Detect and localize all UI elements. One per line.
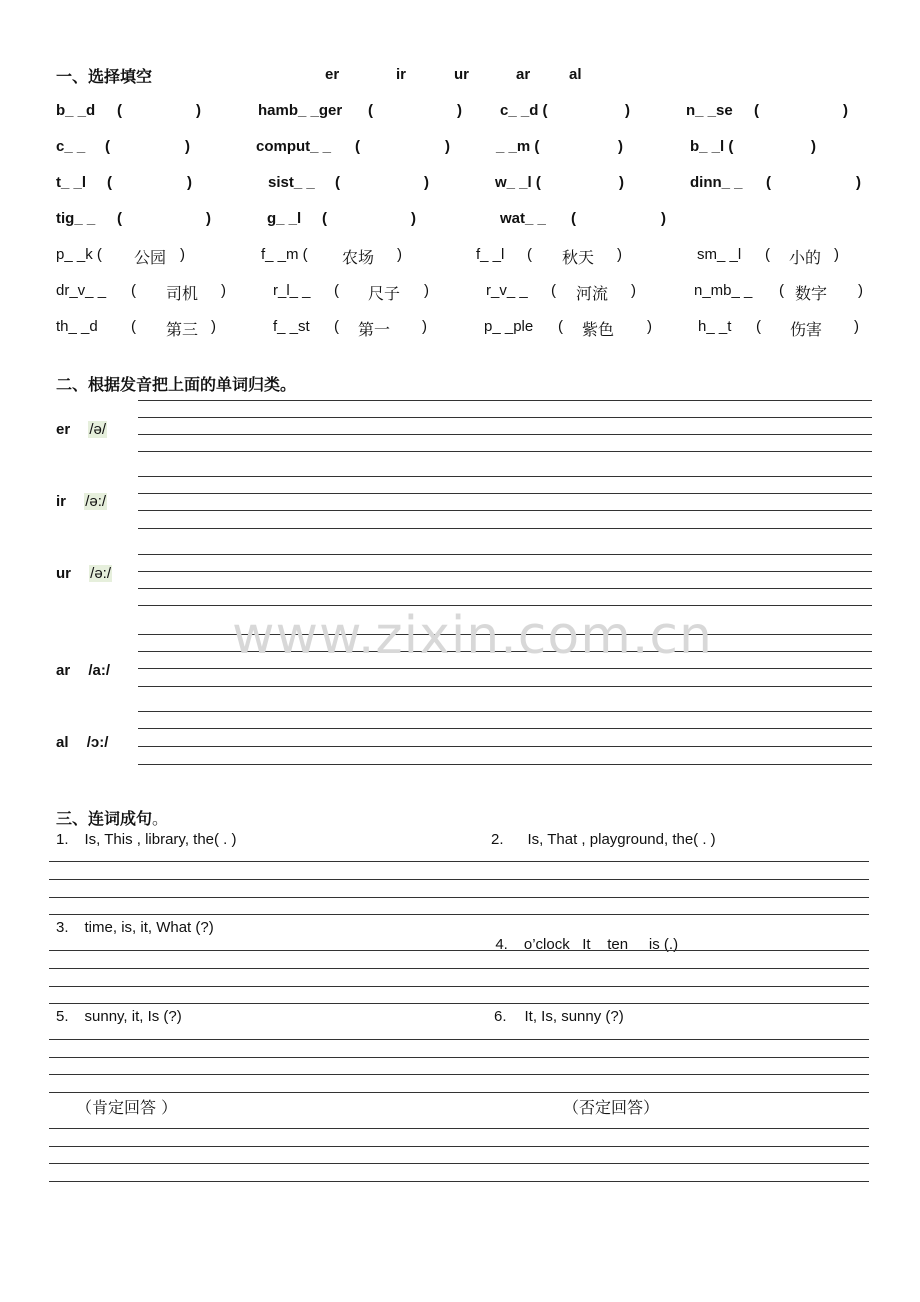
bracket-close: ) xyxy=(424,282,429,299)
phonetic-symbol: /ɔ:/ xyxy=(86,734,109,751)
bracket-close: ) xyxy=(625,102,630,119)
choice-ir: ir xyxy=(396,66,407,83)
chinese-hint: 小的 xyxy=(789,248,822,267)
word-cell: tig_ _ xyxy=(56,210,96,227)
group-label-al xyxy=(56,734,108,751)
bracket-open: ( xyxy=(765,246,770,263)
choice-er: er xyxy=(325,66,340,83)
word-cell: hamb_ _ger xyxy=(258,102,343,119)
group-letters: ir xyxy=(56,493,67,510)
word-cell: w_ _l ( xyxy=(495,174,541,191)
word-cell: r_l_ _ xyxy=(273,282,311,299)
bracket-open: ( xyxy=(322,210,327,227)
word-cell: t_ _l xyxy=(56,174,87,191)
word-cell: b_ _d xyxy=(56,102,96,119)
bracket-open: ( xyxy=(117,210,122,227)
section2-title: 二、根据发音把上面的单词归类。 xyxy=(56,377,297,394)
bracket-open: ( xyxy=(105,138,110,155)
bracket-open: ( xyxy=(766,174,771,191)
word-cell: th_ _d xyxy=(56,318,98,335)
word-cell: wat_ _ xyxy=(500,210,546,227)
bracket-close: ) xyxy=(843,102,848,119)
word-cell: dr_v_ _ xyxy=(56,282,107,299)
phonetic-symbol: /ə/ xyxy=(89,421,107,438)
bracket-close: ) xyxy=(445,138,450,155)
phonetic-symbol: /a:/ xyxy=(88,662,111,679)
bracket-open: ( xyxy=(107,174,112,191)
answer-negative-label: （否定回答） xyxy=(563,1098,660,1117)
bracket-close: ) xyxy=(424,174,429,191)
section3-title: 三、连词成句。 xyxy=(56,811,169,828)
bracket-open: ( xyxy=(334,282,339,299)
bracket-close: ) xyxy=(856,174,861,191)
bracket-close: ) xyxy=(422,318,427,335)
question-5: 5. sunny, it, Is (?) xyxy=(56,1008,182,1025)
chinese-hint: 第一 xyxy=(358,320,391,339)
bracket-close: ) xyxy=(411,210,416,227)
bracket-close: ) xyxy=(196,102,201,119)
bracket-close: ) xyxy=(457,102,462,119)
word-cell: h_ _t xyxy=(698,318,732,335)
word-cell: g_ _l xyxy=(267,210,302,227)
bracket-close: ) xyxy=(854,318,859,335)
chinese-hint: 公园 xyxy=(134,248,167,267)
bracket-open: ( xyxy=(368,102,373,119)
word-cell: p_ _k ( xyxy=(56,246,102,263)
bracket-open: ( xyxy=(355,138,360,155)
word-cell: f_ _m ( xyxy=(261,246,308,263)
word-cell: p_ _ple xyxy=(484,318,534,335)
choice-ar: ar xyxy=(516,66,531,83)
question-4: 4. o’clock It ten is (.) xyxy=(495,936,679,953)
group-label-ir xyxy=(56,493,107,510)
group-letters: al xyxy=(56,734,69,751)
bracket-close: ) xyxy=(647,318,652,335)
word-cell: dinn_ _ xyxy=(690,174,743,191)
bracket-open: ( xyxy=(117,102,122,119)
bracket-close: ) xyxy=(187,174,192,191)
chinese-hint: 司机 xyxy=(166,284,199,303)
bracket-close: ) xyxy=(221,282,226,299)
bracket-close: ) xyxy=(206,210,211,227)
chinese-hint: 尺子 xyxy=(368,284,401,303)
group-letters: ur xyxy=(56,565,71,582)
bracket-close: ) xyxy=(180,246,185,263)
bracket-open: ( xyxy=(131,282,136,299)
answer-positive-label: （肯定回答 ） xyxy=(76,1098,178,1117)
word-cell: n_mb_ _ xyxy=(694,282,753,299)
phonetic-symbol: /ə:/ xyxy=(85,493,107,510)
bracket-open: ( xyxy=(779,282,784,299)
group-letters: er xyxy=(56,421,71,438)
bracket-close: ) xyxy=(858,282,863,299)
word-cell: f_ _st xyxy=(273,318,310,335)
chinese-hint: 第三 xyxy=(166,320,199,339)
group-letters: ar xyxy=(56,662,71,679)
watermark: www.zixin.com.cn xyxy=(232,606,713,666)
group-label-er xyxy=(56,421,107,438)
choice-al: al xyxy=(569,66,582,83)
bracket-close: ) xyxy=(619,174,624,191)
bracket-close: ) xyxy=(618,138,623,155)
bracket-open: ( xyxy=(754,102,759,119)
bracket-open: ( xyxy=(756,318,761,335)
choice-ur: ur xyxy=(454,66,469,83)
question-3: 3. time, is, it, What (?) xyxy=(56,919,214,936)
group-label-ur xyxy=(56,565,112,582)
word-cell: f_ _l xyxy=(476,246,505,263)
bracket-open: ( xyxy=(551,282,556,299)
section1-title: 一、选择填空 xyxy=(56,69,153,86)
bracket-open: ( xyxy=(558,318,563,335)
chinese-hint: 伤害 xyxy=(790,320,823,339)
group-label-ar xyxy=(56,662,110,679)
word-cell: b_ _l ( xyxy=(690,138,734,155)
word-cell: r_v_ _ xyxy=(486,282,528,299)
word-cell: c_ _ xyxy=(56,138,86,155)
question-2: 2. Is, That , playground, the( . ) xyxy=(491,831,716,848)
bracket-close: ) xyxy=(185,138,190,155)
word-cell: sist_ _ xyxy=(268,174,315,191)
chinese-hint: 河流 xyxy=(576,284,609,303)
bracket-close: ) xyxy=(211,318,216,335)
bracket-open: ( xyxy=(334,318,339,335)
bracket-close: ) xyxy=(661,210,666,227)
bracket-close: ) xyxy=(397,246,402,263)
bracket-close: ) xyxy=(834,246,839,263)
chinese-hint: 农场 xyxy=(342,248,375,267)
question-6: 6. It, Is, sunny (?) xyxy=(494,1008,624,1025)
bracket-open: ( xyxy=(571,210,576,227)
bracket-open: ( xyxy=(335,174,340,191)
bracket-open: ( xyxy=(131,318,136,335)
bracket-close: ) xyxy=(617,246,622,263)
chinese-hint: 数字 xyxy=(795,284,828,303)
word-cell: _ _m ( xyxy=(496,138,540,155)
word-cell: c_ _d ( xyxy=(500,102,548,119)
question-1: 1. Is, This , library, the( . ) xyxy=(56,831,237,848)
chinese-hint: 秋天 xyxy=(562,248,595,267)
word-cell: comput_ _ xyxy=(256,138,332,155)
bracket-open: ( xyxy=(527,246,532,263)
bracket-close: ) xyxy=(631,282,636,299)
chinese-hint: 紫色 xyxy=(582,320,615,339)
phonetic-symbol: /ə:/ xyxy=(90,565,112,582)
word-cell: n_ _se xyxy=(686,102,733,119)
word-cell: sm_ _l xyxy=(697,246,742,263)
bracket-close: ) xyxy=(811,138,816,155)
